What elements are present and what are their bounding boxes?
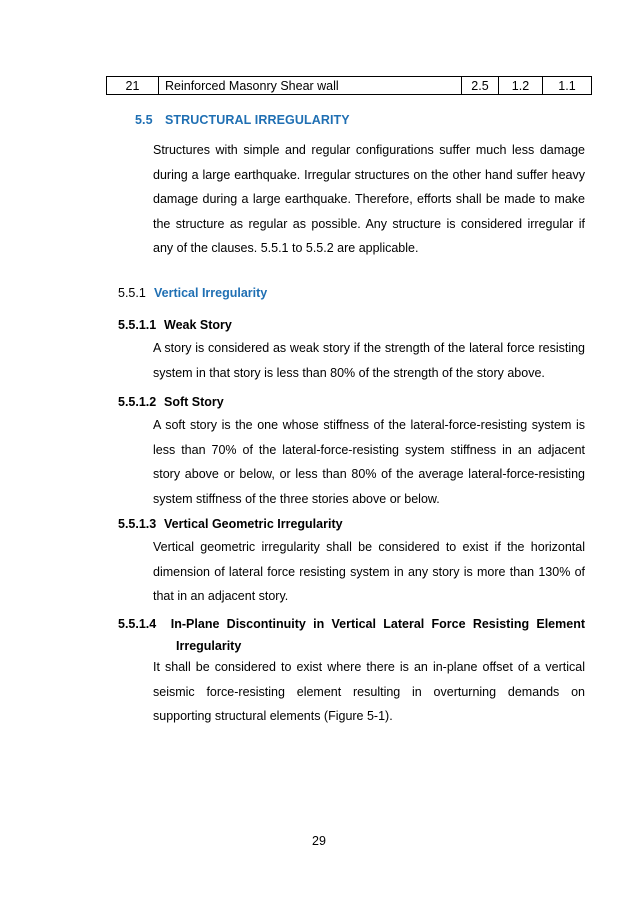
section-number: 5.5 xyxy=(135,113,153,127)
paragraph-line: any of the clauses. 5.5.1 to 5.5.2 are applicable. xyxy=(153,241,419,255)
item-title: Vertical Geometric Irregularity xyxy=(164,517,343,531)
paragraph-line: less than 70% of the lateral-force-resisting system stiffness in an adjacent xyxy=(153,442,585,457)
paragraph-line: supporting structural elements (Figure 5-1). xyxy=(153,709,393,723)
item-paragraph-in-plane-discontinuity xyxy=(153,655,585,729)
paragraph-line: Vertical geometric irregularity shall be considered to exist if the horizontal xyxy=(153,540,585,554)
table-cell-cd: 1.1 xyxy=(558,79,576,93)
section-heading xyxy=(135,113,350,127)
item-number: 5.5.1.1 xyxy=(118,318,157,332)
section-title: STRUCTURAL IRREGULARITY xyxy=(165,113,350,127)
item-number: 5.5.1.3 xyxy=(118,517,157,531)
table-cell-r: 2.5 xyxy=(462,77,499,94)
paragraph-line: A story is considered as weak story if the strength of the lateral force resisting xyxy=(153,341,585,355)
item-paragraph-weak-story xyxy=(153,336,585,385)
item-title-line1: In-Plane Discontinuity in Vertical Lateral Force Resisting Element xyxy=(170,617,585,631)
paragraph-line: seismic force-resisting element resulting in overturning demands on xyxy=(153,684,585,699)
paragraph-line: damage during a large earthquake. Therefore, efforts shall be made to make xyxy=(153,192,585,206)
subsection-heading xyxy=(118,286,267,300)
paragraph-line: that in an adjacent story. xyxy=(153,589,289,603)
table-cell-omega: 1.2 xyxy=(499,77,543,94)
paragraph-line: A soft story is the one whose stiffness of the lateral-force-resisting system is xyxy=(153,418,585,432)
page-number: 29 xyxy=(312,834,326,848)
paragraph-line: the structure as regular as possible. Any structure is considered irregular if xyxy=(153,216,585,231)
paragraph-line: system stiffness of the three stories above or below. xyxy=(153,491,440,506)
table-cell-system: Reinforced Masonry Shear wall xyxy=(159,77,462,94)
paragraph-line: story above or below, or less than 80% of the average lateral-force-resisting xyxy=(153,467,585,481)
section-intro-paragraph xyxy=(153,138,585,261)
subsection-number: 5.5.1 xyxy=(118,286,146,300)
item-heading-vertical-geometric xyxy=(118,517,343,531)
paragraph-line: system in that story is less than 80% of the strength of the story above. xyxy=(153,365,545,380)
item-paragraph-vertical-geometric xyxy=(153,535,585,609)
table-cell-no: 21 xyxy=(107,77,159,94)
item-title: Soft Story xyxy=(164,395,224,409)
item-heading-soft-story xyxy=(118,395,224,409)
item-paragraph-soft-story xyxy=(153,413,585,511)
paragraph-line: It shall be considered to exist where there is an in-plane offset of a vertical xyxy=(153,660,585,674)
item-heading-weak-story xyxy=(118,318,232,332)
subsection-title: Vertical Irregularity xyxy=(154,286,268,300)
item-heading-in-plane-discontinuity xyxy=(118,613,585,657)
item-number: 5.5.1.2 xyxy=(118,395,157,409)
item-title: Weak Story xyxy=(164,318,232,332)
response-factor-table-row xyxy=(106,76,592,95)
item-number: 5.5.1.4 xyxy=(118,617,157,631)
paragraph-line: Structures with simple and regular configurations suffer much less damage xyxy=(153,143,585,157)
item-title-line2: Irregularity xyxy=(176,639,242,653)
paragraph-line: during a large earthquake. Irregular structures on the other hand suffer heavy xyxy=(153,167,585,182)
paragraph-line: dimension of lateral force resisting system in any story is more than 130% of xyxy=(153,564,585,579)
